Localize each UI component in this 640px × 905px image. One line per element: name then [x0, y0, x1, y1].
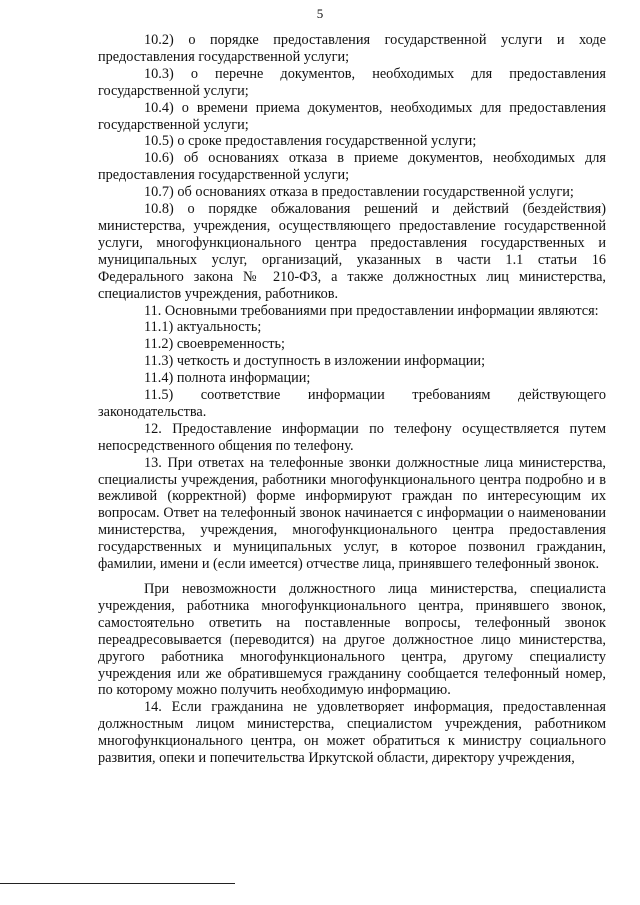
footnote-separator-line: [0, 883, 235, 884]
paragraph: 11.5) соответствие информации требованиям действующего законодательства.: [98, 387, 606, 420]
page-number: 5: [316, 6, 324, 21]
document-body: [98, 32, 606, 767]
paragraph: 10.5) о сроке предоставления государственной услуги;: [144, 133, 477, 150]
paragraph: 11.4) полнота информации;: [144, 370, 311, 387]
paragraph: При невозможности должностного лица министерства, специалиста учреждения, работника многофункционального центра, принявшего звонок, самостоятельно ответить на поставленные вопросы, телефонный звонок переадресовывается (переводится) на другое должностное лицо министерства, другого работника многофункционального центра, другому специалисту учреждения или же обратившемуся гражданину сообщается телефонный номер, по которому можно получить необходимую информацию.: [98, 581, 606, 699]
paragraph: 11.3) четкость и доступность в изложении информации;: [144, 353, 486, 370]
paragraph: 14. Если гражданина не удовлетворяет информация, предоставленная должностным лицом министерства, специалистом учреждения, работником многофункционального центра, он может обратиться к министру социального развития, опеки и попечительства Иркутской области, директору учреждения,: [98, 699, 606, 767]
paragraph: 13. При ответах на телефонные звонки должностные лица министерства, специалисты учреждения, работники многофункционального центра подробно и в вежливой (корректной) форме информируют граждан по интересующим их вопросам. Ответ на телефонный звонок начинается с информации о наименовании министерства, учреждения, многофункционального центра предоставления государственных и муниципальных услуг, в которое позвонил гражданин, фамилии, имени и (если имеется) отчестве лица, принявшего телефонный звонок.: [98, 454, 606, 573]
paragraph: 11. Основными требованиями при предоставлении информации являются:: [144, 302, 599, 319]
paragraph: 10.3) о перечне документов, необходимых для предоставления государственной услуги;: [98, 65, 606, 99]
paragraph: 10.8) о порядке обжалования решений и действий (бездействия) министерства, учреждения, осуществляющего предоставление государственной услуги, многофункционального центра предоставления государственных и муниципальных услуг, организаций, указанных в части 1.1 статьи 16 Федерального закона № 210-ФЗ, а также должностных лиц министерства, специалистов учреждения, работников.: [98, 201, 606, 302]
paragraph: 12. Предоставление информации по телефону осуществляется путем непосредственного общения по телефону.: [98, 420, 606, 454]
paragraph: 10.2) о порядке предоставления государственной услуги и ходе предоставления государственной услуги;: [98, 32, 606, 65]
paragraph: 11.1) актуальность;: [144, 319, 262, 336]
paragraph: 10.6) об основаниях отказа в приеме документов, необходимых для предоставления государственной услуги;: [98, 150, 606, 184]
paragraph: 10.7) об основаниях отказа в предоставлении государственной услуги;: [144, 184, 574, 201]
paragraph: 11.2) своевременность;: [144, 336, 286, 353]
paragraph: 10.4) о времени приема документов, необходимых для предоставления государственной услуги;: [98, 99, 606, 133]
